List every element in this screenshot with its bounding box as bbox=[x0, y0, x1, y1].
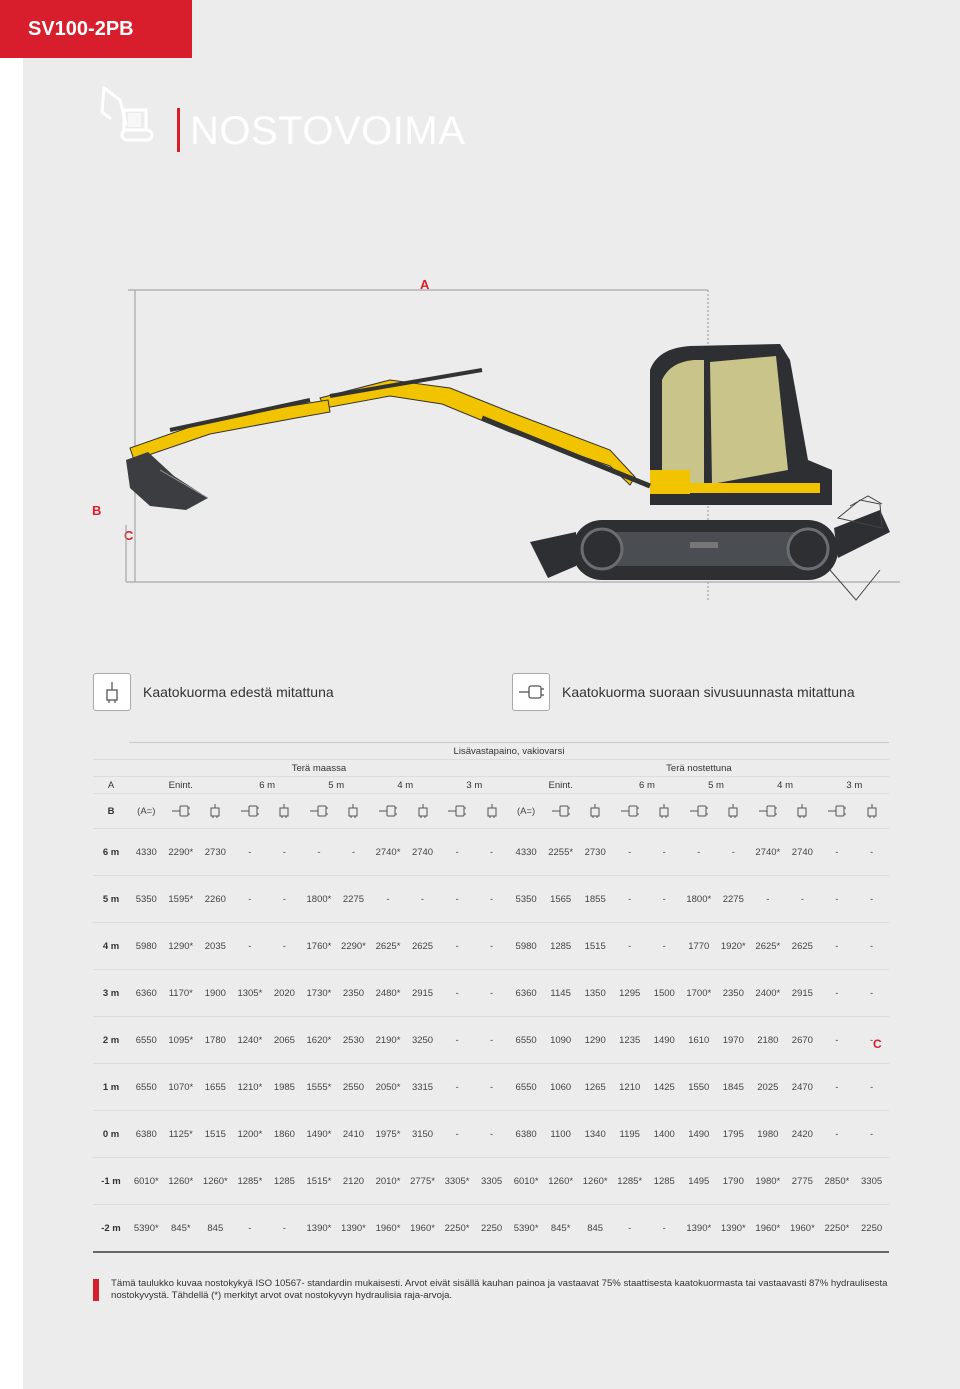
table-cell: 1980 bbox=[751, 1111, 786, 1158]
table-cell: 1290* bbox=[164, 923, 199, 970]
table-cell: 1390* bbox=[716, 1205, 751, 1253]
table-cell: 1290 bbox=[578, 1017, 613, 1064]
table-cell: 5350 bbox=[509, 876, 544, 923]
table-cell: - bbox=[440, 1064, 475, 1111]
table-cell: 2625* bbox=[371, 923, 406, 970]
a-column-header: 4 m bbox=[371, 777, 440, 794]
table-cell: 845 bbox=[578, 1205, 613, 1253]
table-cell: - bbox=[647, 923, 682, 970]
table-cell: 5390* bbox=[129, 1205, 164, 1253]
table-cell: 6550 bbox=[509, 1064, 544, 1111]
table-cell: - bbox=[854, 829, 889, 876]
table-cell: 1515 bbox=[198, 1111, 233, 1158]
table-cell: - bbox=[267, 923, 302, 970]
table-cell: 1350 bbox=[578, 970, 613, 1017]
table-cell: 1550 bbox=[682, 1064, 717, 1111]
table-row bbox=[93, 1064, 889, 1111]
table-cell: 6550 bbox=[129, 1064, 164, 1111]
table-cell: 1490 bbox=[682, 1111, 717, 1158]
side-load-icon bbox=[827, 803, 847, 819]
row-height-label: 0 m bbox=[93, 1111, 129, 1158]
a-column-header: 6 m bbox=[233, 777, 302, 794]
table-cell: 2065 bbox=[267, 1017, 302, 1064]
row-height-label: 3 m bbox=[93, 970, 129, 1017]
table-cell: 1495 bbox=[682, 1158, 717, 1205]
table-cell: 1125* bbox=[164, 1111, 199, 1158]
table-cell: 1390* bbox=[336, 1205, 371, 1253]
table-cell: 1490 bbox=[647, 1017, 682, 1064]
side-load-icon-cell bbox=[440, 794, 475, 829]
table-cell: 1610 bbox=[682, 1017, 717, 1064]
table-cell: 2625* bbox=[751, 923, 786, 970]
table-cell: - bbox=[336, 829, 371, 876]
table-cell: - bbox=[785, 876, 820, 923]
front-load-icon bbox=[792, 803, 812, 819]
table-cell: - bbox=[267, 829, 302, 876]
row-height-label: 2 m bbox=[93, 1017, 129, 1064]
front-load-icon bbox=[274, 803, 294, 819]
table-cell: 1260* bbox=[198, 1158, 233, 1205]
table-cell: 2275 bbox=[336, 876, 371, 923]
a-axis-label: A bbox=[93, 777, 129, 794]
table-row bbox=[93, 923, 889, 970]
row-height-label: -1 m bbox=[93, 1158, 129, 1205]
table-cell: - bbox=[302, 829, 337, 876]
table-cell: 1145 bbox=[543, 970, 578, 1017]
front-load-icon bbox=[723, 803, 743, 819]
table-cell: 1960* bbox=[751, 1205, 786, 1253]
table-cell: 1555* bbox=[302, 1064, 337, 1111]
table-cell: 3305 bbox=[854, 1158, 889, 1205]
table-cell: 6550 bbox=[509, 1017, 544, 1064]
dimension-label-c: C bbox=[124, 528, 134, 543]
note-accent-bar bbox=[93, 1279, 99, 1301]
table-cell: - bbox=[233, 876, 268, 923]
table-cell: 1090 bbox=[543, 1017, 578, 1064]
table-cell: 2625 bbox=[405, 923, 440, 970]
table-cell: 1800* bbox=[682, 876, 717, 923]
table-cell: 1985 bbox=[267, 1064, 302, 1111]
legend-side bbox=[512, 672, 855, 712]
table-cell: - bbox=[405, 876, 440, 923]
table-cell: 1260* bbox=[578, 1158, 613, 1205]
side-load-icon bbox=[447, 803, 467, 819]
table-cell: 1100 bbox=[543, 1111, 578, 1158]
table-cell: 1970 bbox=[716, 1017, 751, 1064]
table-cell: 1960* bbox=[371, 1205, 406, 1253]
table-cell: - bbox=[820, 1111, 855, 1158]
front-load-icon-cell bbox=[474, 794, 509, 829]
row-height-label: 5 m bbox=[93, 876, 129, 923]
table-cell: 845* bbox=[164, 1205, 199, 1253]
side-load-icon-cell bbox=[233, 794, 268, 829]
table-cell: 1515 bbox=[578, 923, 613, 970]
table-cell: 1515* bbox=[302, 1158, 337, 1205]
table-cell: 1860 bbox=[267, 1111, 302, 1158]
table-cell: - bbox=[854, 1111, 889, 1158]
table-cell: 2915 bbox=[405, 970, 440, 1017]
table-cell: 2850* bbox=[820, 1158, 855, 1205]
table-cell: 2740 bbox=[785, 829, 820, 876]
table-cell: 1285 bbox=[543, 923, 578, 970]
table-cell: - bbox=[440, 876, 475, 923]
table-cell: - bbox=[820, 1017, 855, 1064]
front-load-icon bbox=[862, 803, 882, 819]
front-load-icon bbox=[413, 803, 433, 819]
table-cell: 1260* bbox=[543, 1158, 578, 1205]
table-cell: 1795 bbox=[716, 1111, 751, 1158]
excavator-diagram bbox=[90, 270, 900, 620]
table-cell: 1195 bbox=[612, 1111, 647, 1158]
table-cell: 2480* bbox=[371, 970, 406, 1017]
side-load-icon bbox=[378, 803, 398, 819]
table-cell: 1595* bbox=[164, 876, 199, 923]
table-cell: 845* bbox=[543, 1205, 578, 1253]
table-cell: 5980 bbox=[509, 923, 544, 970]
side-load-icon-cell bbox=[682, 794, 717, 829]
excavator-outline-icon bbox=[98, 82, 160, 154]
table-cell: 1655 bbox=[198, 1064, 233, 1111]
legend-front bbox=[93, 672, 334, 712]
table-cell: 2550 bbox=[336, 1064, 371, 1111]
table-cell: 2775 bbox=[785, 1158, 820, 1205]
model-tag: SV100-2PB bbox=[0, 0, 192, 58]
table-cell: 2740* bbox=[371, 829, 406, 876]
table-cell: - bbox=[820, 876, 855, 923]
table-caption: Lisävastapaino, vakiovarsi bbox=[129, 743, 889, 760]
side-load-icon-cell bbox=[302, 794, 337, 829]
table-cell: - bbox=[647, 1205, 682, 1253]
table-cell: 1975* bbox=[371, 1111, 406, 1158]
table-cell: 1960* bbox=[405, 1205, 440, 1253]
table-row bbox=[93, 829, 889, 876]
front-load-icon-cell bbox=[785, 794, 820, 829]
dimension-label-a: A bbox=[420, 277, 430, 292]
side-load-icon-cell bbox=[543, 794, 578, 829]
lifting-capacity-table bbox=[93, 742, 889, 1253]
table-cell: 1285 bbox=[647, 1158, 682, 1205]
table-cell: 1490* bbox=[302, 1111, 337, 1158]
table-cell: 1070* bbox=[164, 1064, 199, 1111]
table-cell: - bbox=[854, 923, 889, 970]
table-cell: - bbox=[440, 970, 475, 1017]
b-max-header: (A=) bbox=[509, 794, 544, 829]
table-cell: 2050* bbox=[371, 1064, 406, 1111]
table-cell: - bbox=[854, 1017, 889, 1064]
table-cell: 3250 bbox=[405, 1017, 440, 1064]
table-cell: - bbox=[440, 923, 475, 970]
table-cell: 6360 bbox=[129, 970, 164, 1017]
table-cell: - bbox=[440, 829, 475, 876]
side-load-icon bbox=[309, 803, 329, 819]
table-cell: - bbox=[474, 970, 509, 1017]
table-cell: - bbox=[474, 1017, 509, 1064]
table-cell: - bbox=[854, 876, 889, 923]
table-cell: 2250* bbox=[820, 1205, 855, 1253]
front-load-icon-cell bbox=[578, 794, 613, 829]
a-column-header: 5 m bbox=[302, 777, 371, 794]
table-cell: 4330 bbox=[129, 829, 164, 876]
table-cell: - bbox=[612, 876, 647, 923]
dimension-label-b: B bbox=[92, 503, 102, 518]
table-cell: 2180 bbox=[751, 1017, 786, 1064]
table-cell: 2740* bbox=[751, 829, 786, 876]
a-column-header: Enint. bbox=[509, 777, 613, 794]
b-max-header: (A=) bbox=[129, 794, 164, 829]
table-cell: 3305* bbox=[440, 1158, 475, 1205]
table-cell: 1170* bbox=[164, 970, 199, 1017]
row-height-label: 6 m bbox=[93, 829, 129, 876]
table-cell: - bbox=[820, 970, 855, 1017]
table-row bbox=[93, 876, 889, 923]
table-cell: 2350 bbox=[716, 970, 751, 1017]
table-cell: 2010* bbox=[371, 1158, 406, 1205]
front-load-icon bbox=[654, 803, 674, 819]
table-cell: 1920* bbox=[716, 923, 751, 970]
table-cell: - bbox=[751, 876, 786, 923]
table-cell: - bbox=[820, 829, 855, 876]
table-row bbox=[93, 1111, 889, 1158]
table-cell: - bbox=[474, 1111, 509, 1158]
table-cell: 2915 bbox=[785, 970, 820, 1017]
side-load-icon bbox=[620, 803, 640, 819]
table-cell: 2350 bbox=[336, 970, 371, 1017]
table-cell: 1390* bbox=[302, 1205, 337, 1253]
table-cell: - bbox=[612, 923, 647, 970]
table-cell: 1900 bbox=[198, 970, 233, 1017]
side-load-icon-cell bbox=[371, 794, 406, 829]
table-cell: 1700* bbox=[682, 970, 717, 1017]
table-cell: 1425 bbox=[647, 1064, 682, 1111]
table-cell: 2190* bbox=[371, 1017, 406, 1064]
table-cell: 2260 bbox=[198, 876, 233, 923]
table-cell: 2470 bbox=[785, 1064, 820, 1111]
table-cell: 6010* bbox=[509, 1158, 544, 1205]
table-cell: 2625 bbox=[785, 923, 820, 970]
front-load-icon-cell bbox=[854, 794, 889, 829]
group-ground-header: Terä maassa bbox=[129, 760, 509, 777]
front-load-icon-cell bbox=[198, 794, 233, 829]
table-cell: - bbox=[820, 1064, 855, 1111]
table-cell: 6010* bbox=[129, 1158, 164, 1205]
side-load-icon bbox=[689, 803, 709, 819]
a-column-header: 6 m bbox=[612, 777, 681, 794]
side-load-icon-cell bbox=[751, 794, 786, 829]
table-cell: - bbox=[474, 876, 509, 923]
table-cell: - bbox=[612, 829, 647, 876]
table-cell: 1210 bbox=[612, 1064, 647, 1111]
table-cell: - bbox=[371, 876, 406, 923]
table-cell: 1295 bbox=[612, 970, 647, 1017]
table-cell: 1210* bbox=[233, 1064, 268, 1111]
table-cell: 1790 bbox=[716, 1158, 751, 1205]
table-cell: 2250 bbox=[474, 1205, 509, 1253]
table-cell: 845 bbox=[198, 1205, 233, 1253]
table-cell: 1565 bbox=[543, 876, 578, 923]
table-cell: 2255* bbox=[543, 829, 578, 876]
table-cell: 2730 bbox=[198, 829, 233, 876]
table-cell: 6550 bbox=[129, 1017, 164, 1064]
front-load-icon bbox=[343, 803, 363, 819]
side-load-icon-cell bbox=[164, 794, 199, 829]
table-cell: 2275 bbox=[716, 876, 751, 923]
table-cell: 2530 bbox=[336, 1017, 371, 1064]
table-cell: 1500 bbox=[647, 970, 682, 1017]
table-cell: 1260* bbox=[164, 1158, 199, 1205]
table-row bbox=[93, 1205, 889, 1253]
front-load-icon-cell bbox=[336, 794, 371, 829]
table-cell: 2250 bbox=[854, 1205, 889, 1253]
table-cell: - bbox=[233, 829, 268, 876]
table-cell: 6380 bbox=[129, 1111, 164, 1158]
row-height-label: -2 m bbox=[93, 1205, 129, 1253]
legend-side-label: Kaatokuorma suoraan sivusuunnasta mitattuna bbox=[562, 684, 855, 700]
table-cell: 1800* bbox=[302, 876, 337, 923]
table-row bbox=[93, 1158, 889, 1205]
a-column-header: 3 m bbox=[820, 777, 889, 794]
table-cell: 6360 bbox=[509, 970, 544, 1017]
front-load-icon bbox=[585, 803, 605, 819]
table-cell: 1285 bbox=[267, 1158, 302, 1205]
table-cell: 1305* bbox=[233, 970, 268, 1017]
table-cell: - bbox=[716, 829, 751, 876]
table-cell: 2250* bbox=[440, 1205, 475, 1253]
table-cell: 1960* bbox=[785, 1205, 820, 1253]
table-cell: - bbox=[474, 923, 509, 970]
legend-front-label: Kaatokuorma edestä mitattuna bbox=[143, 684, 334, 700]
b-axis-label: B bbox=[93, 794, 129, 829]
table-cell: 2410 bbox=[336, 1111, 371, 1158]
side-load-icon bbox=[240, 803, 260, 819]
front-load-icon bbox=[482, 803, 502, 819]
table-row bbox=[93, 970, 889, 1017]
table-cell: 1855 bbox=[578, 876, 613, 923]
table-cell: 3305 bbox=[474, 1158, 509, 1205]
table-cell: - bbox=[233, 1205, 268, 1253]
table-cell: 1760* bbox=[302, 923, 337, 970]
table-cell: 1265 bbox=[578, 1064, 613, 1111]
b-header-row bbox=[93, 794, 889, 829]
table-cell: 1285* bbox=[233, 1158, 268, 1205]
table-cell: 2025 bbox=[751, 1064, 786, 1111]
table-cell: 4330 bbox=[509, 829, 544, 876]
table-cell: 1285* bbox=[612, 1158, 647, 1205]
front-load-icon-cell bbox=[716, 794, 751, 829]
table-cell: 2035 bbox=[198, 923, 233, 970]
side-load-icon bbox=[171, 803, 191, 819]
table-cell: - bbox=[267, 1205, 302, 1253]
a-header-row bbox=[93, 777, 889, 794]
side-load-icon bbox=[512, 673, 550, 711]
table-cell: - bbox=[820, 923, 855, 970]
table-cell: 2775* bbox=[405, 1158, 440, 1205]
table-cell: 1620* bbox=[302, 1017, 337, 1064]
a-column-header: 4 m bbox=[751, 777, 820, 794]
table-cell: 2120 bbox=[336, 1158, 371, 1205]
table-cell: 1095* bbox=[164, 1017, 199, 1064]
a-column-header: Enint. bbox=[129, 777, 233, 794]
table-cell: - bbox=[612, 1205, 647, 1253]
table-cell: - bbox=[474, 1064, 509, 1111]
table-cell: - bbox=[854, 1064, 889, 1111]
table-cell: 5390* bbox=[509, 1205, 544, 1253]
front-load-icon bbox=[93, 673, 131, 711]
front-load-icon-cell bbox=[647, 794, 682, 829]
table-row bbox=[93, 1017, 889, 1064]
table-cell: 1980* bbox=[751, 1158, 786, 1205]
footnote: Tämä taulukko kuvaa nostokykyä ISO 10567- standardin mukaisesti. Arvot eivät sisällä kauhan painoa ja vastaavat 75% staattisesta kaatokuormasta tai vastaavasti 87% hydraulisesta nostokyvystä. Tähdellä (*) merkityt arvot ovat nostokyvyn hydraulisia raja-arvoja. bbox=[111, 1278, 888, 1301]
table-cell: - bbox=[647, 876, 682, 923]
table-cell: 1730* bbox=[302, 970, 337, 1017]
table-cell: 2290* bbox=[336, 923, 371, 970]
table-cell: 6380 bbox=[509, 1111, 544, 1158]
side-load-icon bbox=[551, 803, 571, 819]
table-cell: 2020 bbox=[267, 970, 302, 1017]
title-accent-bar bbox=[177, 108, 180, 152]
table-cell: 5350 bbox=[129, 876, 164, 923]
table-cell: 1340 bbox=[578, 1111, 613, 1158]
front-load-icon-cell bbox=[267, 794, 302, 829]
table-cell: 1390* bbox=[682, 1205, 717, 1253]
table-cell: 1770 bbox=[682, 923, 717, 970]
table-cell: - bbox=[474, 829, 509, 876]
table-cell: 2740 bbox=[405, 829, 440, 876]
table-cell: 2400* bbox=[751, 970, 786, 1017]
table-cell: - bbox=[440, 1111, 475, 1158]
table-cell: 3315 bbox=[405, 1064, 440, 1111]
side-load-icon-cell bbox=[820, 794, 855, 829]
table-cell: 1200* bbox=[233, 1111, 268, 1158]
table-cell: 3150 bbox=[405, 1111, 440, 1158]
page-title: NOSTOVOIMA bbox=[190, 109, 466, 153]
table-cell: - bbox=[440, 1017, 475, 1064]
group-raised-header: Terä nostettuna bbox=[509, 760, 889, 777]
row-height-label: 4 m bbox=[93, 923, 129, 970]
table-cell: 1240* bbox=[233, 1017, 268, 1064]
table-cell: 2290* bbox=[164, 829, 199, 876]
table-cell: - bbox=[647, 829, 682, 876]
table-cell: 1235 bbox=[612, 1017, 647, 1064]
table-cell: 1845 bbox=[716, 1064, 751, 1111]
side-load-icon-cell bbox=[612, 794, 647, 829]
table-cell: 1060 bbox=[543, 1064, 578, 1111]
table-cell: - bbox=[267, 876, 302, 923]
side-load-icon bbox=[758, 803, 778, 819]
table-cell: - bbox=[233, 923, 268, 970]
table-cell: - bbox=[682, 829, 717, 876]
table-cell: 5980 bbox=[129, 923, 164, 970]
track-assembly bbox=[572, 520, 838, 580]
a-column-header: 3 m bbox=[440, 777, 509, 794]
row-height-label: 1 m bbox=[93, 1064, 129, 1111]
front-load-icon bbox=[205, 803, 225, 819]
table-cell: 1780 bbox=[198, 1017, 233, 1064]
table-cell: 1400 bbox=[647, 1111, 682, 1158]
table-cell: - bbox=[854, 970, 889, 1017]
front-load-icon-cell bbox=[405, 794, 440, 829]
table-cell: 2730 bbox=[578, 829, 613, 876]
a-column-header: 5 m bbox=[682, 777, 751, 794]
table-cell: 2420 bbox=[785, 1111, 820, 1158]
table-side-label-c: C bbox=[873, 1037, 882, 1051]
table-cell: 2670 bbox=[785, 1017, 820, 1064]
